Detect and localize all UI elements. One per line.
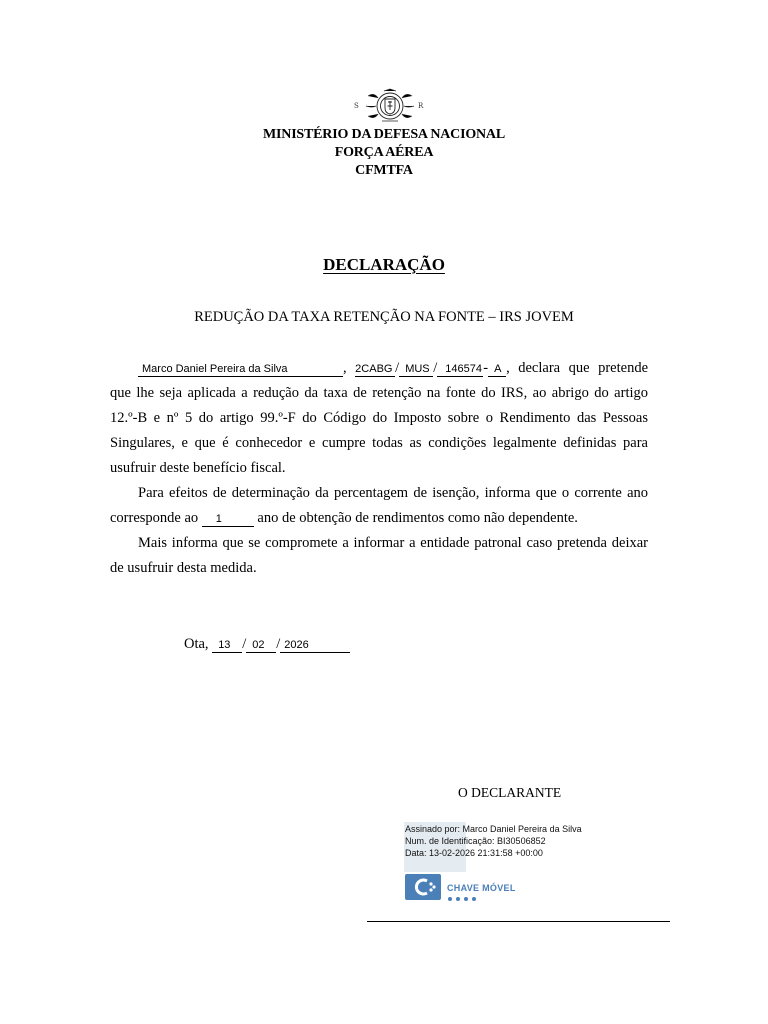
paragraph-1: Marco Daniel Pereira da Silva , 2CABG / MUS / 146574- A , declara que pretende que lhe seja aplicada a redução da taxa de retenção na fonte do IRS, ao abrigo do artigo 12.º-B e nº 5 do artigo 99.º-F do Código do Imposto sobre o Rendimento das Pessoas Singulares, e que é conhecedor e cumpre todas as condições legalmente definidas para usufruir deste benefício fiscal. <box>110 360 649 476</box>
crest-letter-r: R <box>418 102 424 110</box>
declaration-body <box>110 356 648 581</box>
year-field: 2026 <box>280 639 350 653</box>
letter-field: A <box>488 363 506 377</box>
signature-date-text: Data: 13-02-2026 21:31:58 +00:00 <box>405 848 543 858</box>
crest-letter-s: S <box>354 102 359 110</box>
paragraph-3: Mais informa que se compromete a informar a entidade patronal caso pretenda deixar de usufruir desta medida. <box>110 535 648 576</box>
rank-field: 2CABG <box>355 363 395 377</box>
chave-movel-label: CHAVE MÓVEL <box>447 883 516 893</box>
coat-of-arms-logo <box>352 88 428 124</box>
paragraph-1-text: , declara que pretende que lhe seja aplicada a redução da taxa de retenção na fonte do IRS, ao abrigo do artigo 12.º-B e nº 5 do artigo 99.º-F do Código do Imposto sobre o Rendimento das Pessoas Singulares, e que é conhecedor e cumpre todas as condições legalmente definidas para usufruir deste benefício fiscal. <box>110 360 649 476</box>
month-field: 02 <box>246 639 276 653</box>
chave-movel-logo <box>405 872 535 902</box>
paragraph-2-start: Para efeitos de determinação da percentagem de isenção, informa que o corrente ano corresponde ao <box>110 485 648 526</box>
chave-movel-icon <box>405 872 443 902</box>
paragraph-2 <box>110 481 648 531</box>
letterhead <box>0 126 768 180</box>
ministry-name: MINISTÉRIO DA DEFESA NACIONAL <box>263 127 505 142</box>
signature-line <box>367 921 670 922</box>
chave-movel-dots <box>447 896 487 902</box>
id-number-text: Num. de Identificação: BI30506852 <box>405 836 546 846</box>
year-count-field: 1 <box>202 513 254 527</box>
signatory-label: O DECLARANTE <box>458 785 562 800</box>
unit-name: CFMTFA <box>355 163 413 178</box>
date-line: Ota, 13 / 02 / 2026 <box>184 636 350 653</box>
signed-by-text: Assinado por: Marco Daniel Pereira da Silva <box>405 824 582 834</box>
paragraph-2-end: ano de obtenção de rendimentos como não dependente. <box>257 510 578 526</box>
nim-field: 146574 <box>437 363 483 377</box>
place-label: Ota, <box>184 636 209 652</box>
name-separator: , <box>343 360 347 376</box>
nim-dash: - <box>483 360 489 376</box>
signature-details <box>405 823 582 859</box>
day-field: 13 <box>212 639 242 653</box>
branch-name: FORÇA AÉREA <box>334 145 434 160</box>
digital-signature-stamp <box>404 822 644 904</box>
specialty-field: MUS <box>399 363 433 377</box>
document-title: DECLARAÇÃO <box>323 255 445 274</box>
document-subtitle: REDUÇÃO DA TAXA RETENÇÃO NA FONTE – IRS JOVEM <box>194 309 574 325</box>
name-field: Marco Daniel Pereira da Silva <box>138 363 343 377</box>
